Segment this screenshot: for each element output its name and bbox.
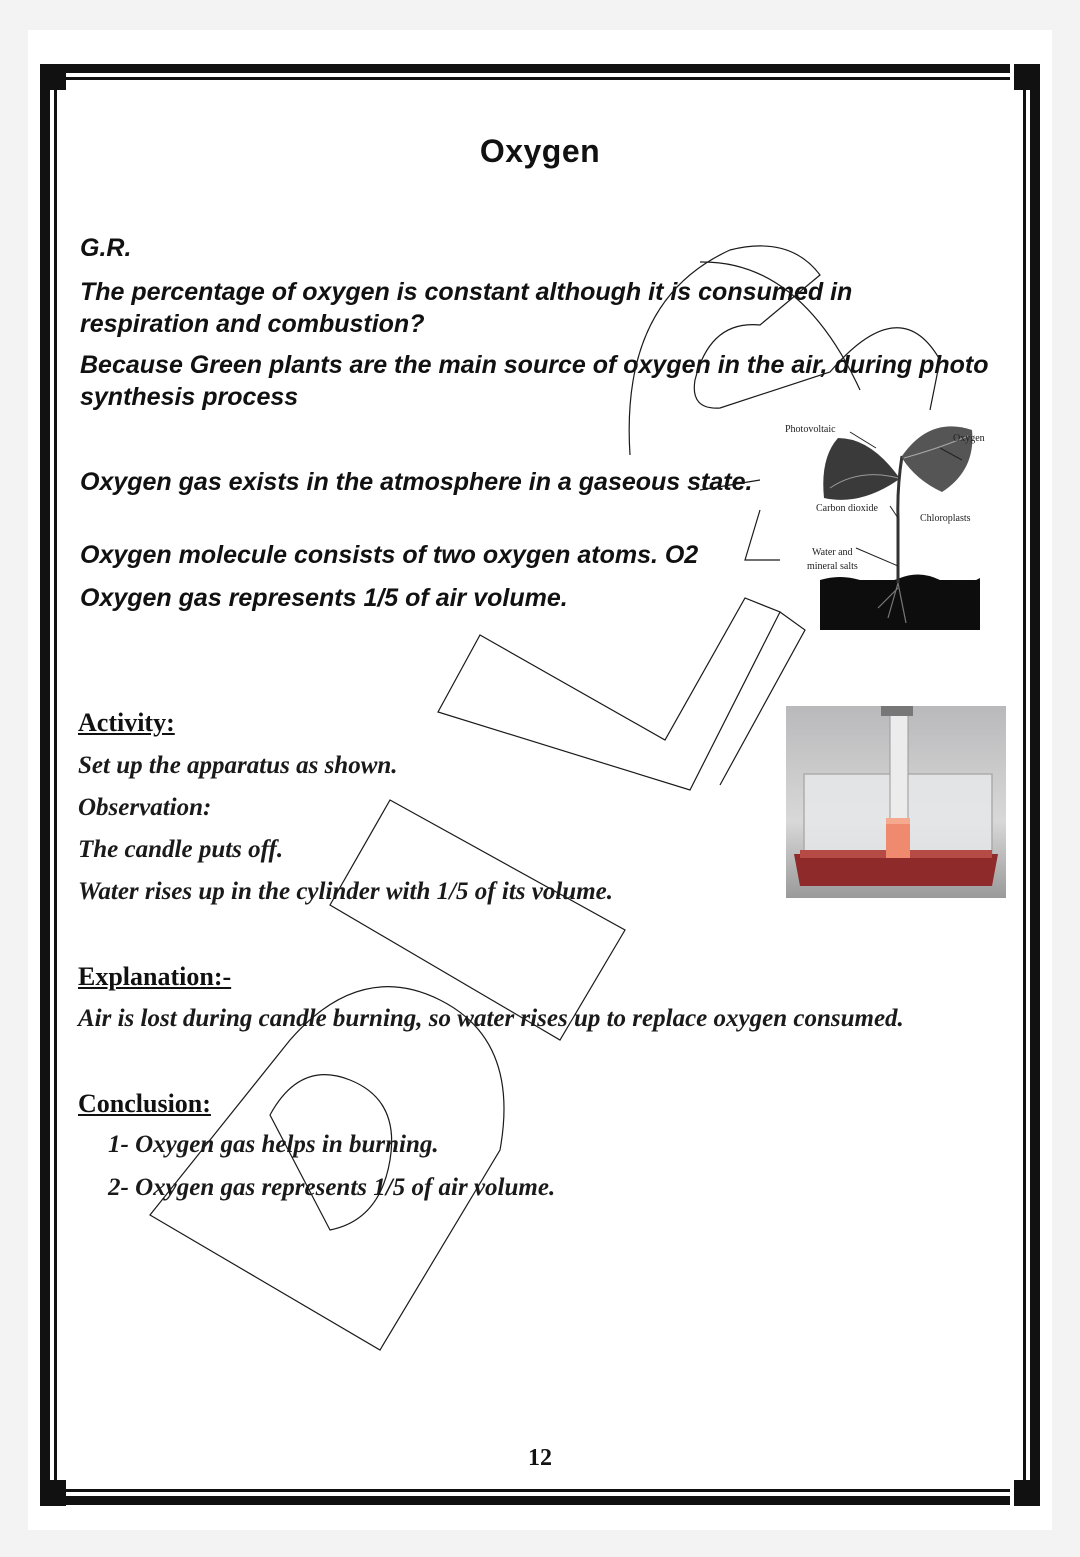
label-mineral-salts: mineral salts [807, 561, 858, 572]
activity-heading: Activity: [78, 708, 175, 737]
border-bottom-inner [62, 1489, 1010, 1492]
border-corner-bl [40, 1480, 66, 1506]
border-corner-tr [1014, 64, 1040, 90]
fact-molecule: Oxygen molecule consists of two oxygen atoms. O2 [80, 541, 699, 569]
explanation-text: Air is lost during candle burning, so water rises up to replace oxygen consumed. [78, 1005, 904, 1032]
label-oxygen: Oxygen [953, 433, 985, 444]
border-top-inner [62, 77, 1010, 80]
border-corner-br [1014, 1480, 1040, 1506]
apparatus-drawing [786, 706, 1006, 898]
border-top [62, 64, 1010, 73]
conclusion-item-2: 2- Oxygen gas represents 1/5 of air volume. [108, 1174, 556, 1201]
activity-line-observation: Observation: [78, 794, 212, 821]
border-right-inner [1023, 80, 1026, 1500]
page-title: Oxygen [479, 133, 601, 169]
activity-line-candle: The candle puts off. [78, 836, 284, 863]
plant-drawing [780, 418, 995, 633]
border-left [40, 80, 50, 1500]
plant-photosynthesis-figure [780, 418, 995, 633]
border-corner-tl [40, 64, 66, 90]
border-bottom [62, 1496, 1010, 1505]
label-water: Water and [812, 547, 853, 558]
explanation-heading: Explanation:- [78, 962, 232, 991]
border-left-inner [54, 80, 57, 1500]
gr-answer: Because Green plants are the main source of oxygen in the air, during photo synthesis process [80, 351, 989, 411]
label-photovoltaic: Photovoltaic [785, 424, 836, 435]
apparatus-photo [786, 706, 1006, 898]
activity-line-water: Water rises up in the cylinder with 1/5 of its volume. [78, 878, 613, 905]
conclusion-heading: Conclusion: [78, 1089, 211, 1118]
conclusion-item-1: 1- Oxygen gas helps in burning. [108, 1131, 439, 1158]
gr-question: The percentage of oxygen is constant although it is consumed in respiration and combustion? [80, 278, 853, 338]
label-carbon-dioxide: Carbon dioxide [816, 503, 878, 514]
fact-volume: Oxygen gas represents 1/5 of air volume. [80, 584, 568, 612]
gr-heading: G.R. [80, 234, 132, 262]
label-chloroplasts: Chloroplasts [920, 513, 971, 524]
fact-gaseous-state: Oxygen gas exists in the atmosphere in a gaseous state. [80, 468, 753, 496]
page-number: 12 [528, 1445, 552, 1471]
border-right [1030, 80, 1040, 1500]
activity-line-setup: Set up the apparatus as shown. [78, 752, 398, 779]
